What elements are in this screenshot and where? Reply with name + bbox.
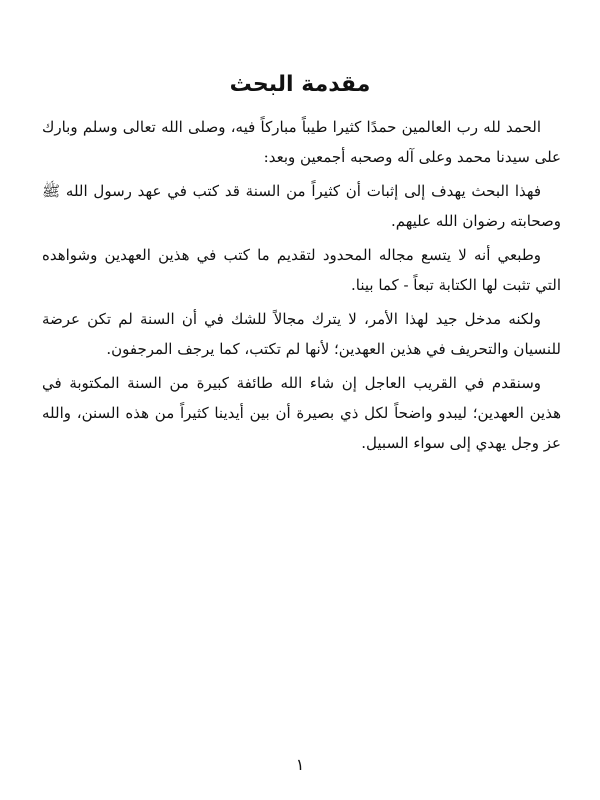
paragraph: فهذا البحث يهدف إلى إثبات أن كثيراً من السنة قد كتب في عهد رسول الله ﷺ وصحابته رضوان الله عليهم. [42, 182, 561, 230]
page-title: مقدمة البحث [229, 72, 371, 97]
page-number: ١ [295, 755, 305, 774]
paragraph: وطبعي أنه لا يتسع مجاله المحدود لتقديم ما كتب في هذين العهدين وشواهده التي تثبت لها الكتابة تبعاً - كما بينا. [42, 246, 561, 294]
paragraph: وسنقدم في القريب العاجل إن شاء الله طائفة كبيرة من السنة المكتوبة في هذين العهدين؛ ليبدو واضحاً لكل ذي بصيرة أن بين أيدينا كثيراً من هذه السنن، والله عز وجل يهدي إلى سواء السبيل. [42, 374, 561, 452]
paragraph: ولكنه مدخل جيد لهذا الأمر، لا يترك مجالاً للشك في أن السنة لم تكن عرضة للنسيان والتحريف في هذين العهدين؛ لأنها لم تكتب، كما يرجف المرجفون. [42, 310, 561, 358]
paragraph: الحمد لله رب العالمين حمدًا كثيرا طيباً مباركاً فيه، وصلى الله تعالى وسلم وبارك على سيدنا محمد وعلى آله وصحبه أجمعين وبعد: [42, 118, 561, 166]
body-text [42, 112, 561, 462]
